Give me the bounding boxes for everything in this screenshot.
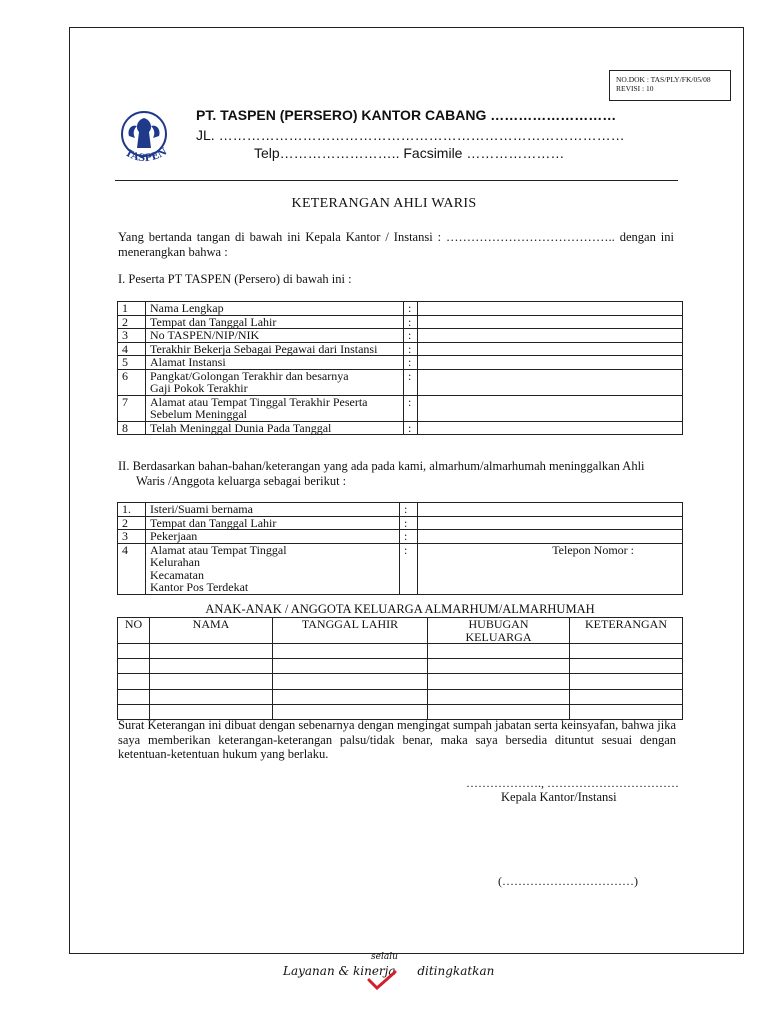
- row-number: 5: [118, 356, 146, 370]
- table-cell[interactable]: [273, 689, 428, 704]
- row-label: Tempat dan Tanggal Lahir: [146, 516, 400, 530]
- office-address: JL. ……………………………………………………………………………: [196, 127, 625, 143]
- row-number: 3: [118, 530, 146, 544]
- table-cell[interactable]: [150, 644, 273, 659]
- tagline-superscript: selalu: [371, 952, 398, 962]
- signature-place-date: ………………., ……………………………: [466, 776, 679, 790]
- document-number: NO.DOK : TAS/PLY/FK/05/08: [616, 75, 711, 84]
- row-value-field[interactable]: [418, 315, 683, 329]
- column-header: NAMA: [150, 618, 273, 644]
- participant-row: [118, 395, 683, 421]
- children-table-title: ANAK-ANAK / ANGGOTA KELUARGA ALMARHUM/ALMARHUMAH: [205, 602, 595, 616]
- row-value-field[interactable]: [418, 369, 683, 395]
- row-number: 4: [118, 543, 146, 594]
- heir-row: [118, 516, 683, 530]
- taspen-logo-icon: [113, 108, 175, 168]
- row-label: Tempat dan Tanggal Lahir: [146, 315, 404, 329]
- row-label: Terakhir Bekerja Sebagai Pegawai dari Instansi: [146, 342, 404, 356]
- row-colon: :: [400, 530, 418, 544]
- table-cell[interactable]: [428, 659, 570, 674]
- row-colon: :: [404, 421, 418, 435]
- heir-row: [118, 530, 683, 544]
- row-value-field[interactable]: [418, 516, 683, 530]
- table-cell[interactable]: [273, 644, 428, 659]
- row-number: 2: [118, 516, 146, 530]
- row-colon: :: [404, 329, 418, 343]
- logo-text: TASPEN: [122, 146, 170, 165]
- section-2-heading: II. Berdasarkan bahan-bahan/keterangan yang ada pada kami, almarhum/almarhumah meninggalkan Ahli Waris /Anggota keluarga sebagai berikut :: [118, 459, 645, 488]
- participant-row: [118, 342, 683, 356]
- row-colon: :: [404, 342, 418, 356]
- heir-row: [118, 503, 683, 517]
- row-number: 3: [118, 329, 146, 343]
- row-label: Nama Lengkap: [146, 302, 404, 316]
- children-table: [117, 617, 683, 720]
- row-colon: :: [400, 516, 418, 530]
- row-value-field[interactable]: [418, 356, 683, 370]
- row-colon: :: [400, 503, 418, 517]
- row-number: 4: [118, 342, 146, 356]
- row-value-field[interactable]: [418, 342, 683, 356]
- office-title: PT. TASPEN (PERSERO) KANTOR CABANG ………………………: [196, 107, 617, 123]
- row-number: 7: [118, 395, 146, 421]
- row-colon: :: [404, 369, 418, 395]
- row-value-field[interactable]: [418, 503, 683, 517]
- participant-row: [118, 302, 683, 316]
- signature-name-field: (……………………………): [498, 874, 638, 888]
- column-header: HUBUGAN KELUARGA: [428, 618, 570, 644]
- table-cell[interactable]: [118, 659, 150, 674]
- column-header: NO: [118, 618, 150, 644]
- row-value-field[interactable]: [418, 421, 683, 435]
- row-label: Telah Meninggal Dunia Pada Tanggal: [146, 421, 404, 435]
- statement-paragraph: Surat Keterangan ini dibuat dengan sebenarnya dengan mengingat sumpah jabatan serta keinsyafan, bahwa jika saya memberikan keterangan-keterangan palsu/tidak benar, maka saya bersedia dituntut sesuai dengan ketentuan-ketentuan hukum yang berlaku.: [118, 718, 676, 761]
- row-value-field[interactable]: [418, 302, 683, 316]
- row-label: Isteri/Suami bernama: [146, 503, 400, 517]
- table-row: [118, 659, 683, 674]
- table-row: [118, 644, 683, 659]
- table-cell[interactable]: [428, 689, 570, 704]
- table-row: [118, 689, 683, 704]
- participant-row: [118, 356, 683, 370]
- participant-row: [118, 315, 683, 329]
- table-cell[interactable]: [428, 674, 570, 689]
- office-phone-fax: Telp…………………….. Facsimile …………………: [254, 145, 565, 161]
- signature-role: Kepala Kantor/Instansi: [501, 790, 617, 804]
- row-label: Alamat atau Tempat Tinggal Kelurahan Kecamatan Kantor Pos Terdekat: [146, 543, 400, 594]
- participant-row: [118, 369, 683, 395]
- row-value-field[interactable]: [418, 530, 683, 544]
- row-number: 1: [118, 302, 146, 316]
- participant-row: [118, 421, 683, 435]
- tagline-main: Layanan & kinerja: [283, 964, 400, 978]
- table-cell[interactable]: [118, 644, 150, 659]
- table-cell[interactable]: [428, 644, 570, 659]
- column-header: TANGGAL LAHIR: [273, 618, 428, 644]
- row-label: Pekerjaan: [146, 530, 400, 544]
- row-colon: :: [404, 356, 418, 370]
- heir-row: [118, 543, 683, 594]
- tagline-end: ditingkatkan: [417, 964, 495, 978]
- row-colon: :: [404, 395, 418, 421]
- row-number: 6: [118, 369, 146, 395]
- row-number: 8: [118, 421, 146, 435]
- revision-number: REVISI : 10: [616, 84, 654, 93]
- table-cell[interactable]: [273, 674, 428, 689]
- table-row: [118, 674, 683, 689]
- table-cell[interactable]: [150, 674, 273, 689]
- table-cell[interactable]: [570, 644, 683, 659]
- row-colon: :: [404, 315, 418, 329]
- column-header: KETERANGAN: [570, 618, 683, 644]
- intro-paragraph: Yang bertanda tangan di bawah ini Kepala Kantor / Instansi : ………………………………….. dengan ini menerangkan bahwa :: [118, 230, 674, 259]
- table-cell[interactable]: [118, 674, 150, 689]
- table-cell[interactable]: [118, 689, 150, 704]
- row-value-field[interactable]: Telepon Nomor :: [418, 543, 683, 594]
- row-colon: :: [400, 543, 418, 594]
- table-cell[interactable]: [570, 689, 683, 704]
- row-number: 1.: [118, 503, 146, 517]
- row-label: Alamat atau Tempat Tinggal Terakhir Peserta Sebelum Meninggal: [146, 395, 404, 421]
- row-label: Pangkat/Golongan Terakhir dan besarnya Gaji Pokok Terakhir: [146, 369, 404, 395]
- participant-table: [117, 301, 683, 435]
- document-title: KETERANGAN AHLI WARIS: [291, 196, 477, 211]
- row-label: No TASPEN/NIP/NIK: [146, 329, 404, 343]
- row-number: 2: [118, 315, 146, 329]
- table-cell[interactable]: [570, 659, 683, 674]
- row-label: Alamat Instansi: [146, 356, 404, 370]
- heir-table: [117, 502, 683, 595]
- row-colon: :: [404, 302, 418, 316]
- table-cell[interactable]: [570, 674, 683, 689]
- row-value-field[interactable]: [418, 329, 683, 343]
- section-1-heading: I. Peserta PT TASPEN (Persero) di bawah ini :: [118, 272, 352, 286]
- document-reference-box: [609, 70, 731, 101]
- table-cell[interactable]: [150, 659, 273, 674]
- checkmark-icon: [367, 970, 397, 990]
- table-cell[interactable]: [150, 689, 273, 704]
- row-value-field[interactable]: [418, 395, 683, 421]
- header-divider: [115, 180, 678, 181]
- participant-row: [118, 329, 683, 343]
- table-cell[interactable]: [273, 659, 428, 674]
